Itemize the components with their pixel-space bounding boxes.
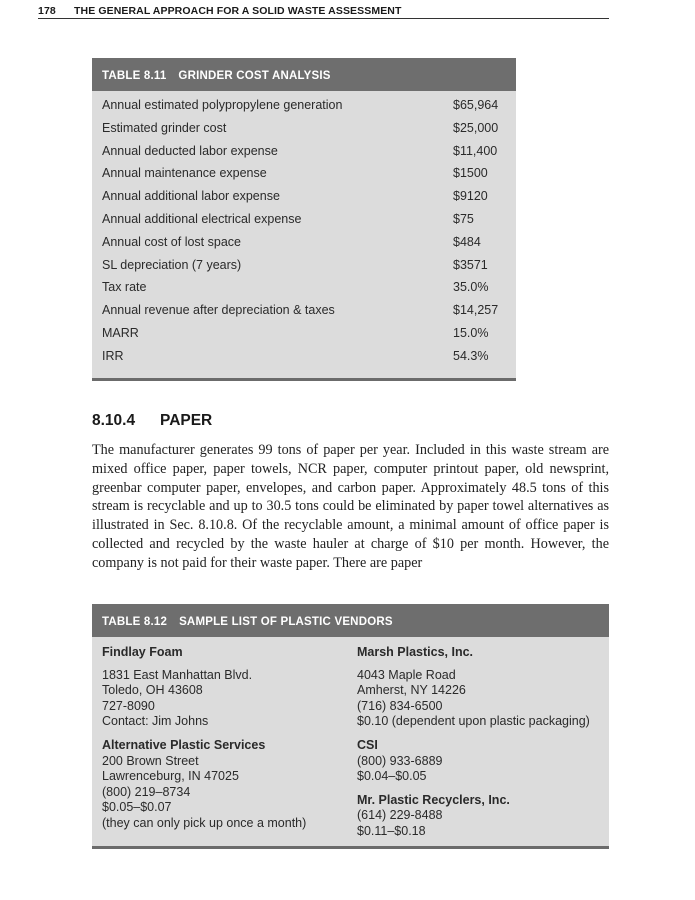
- table-row: [92, 232, 516, 255]
- table-row: [92, 186, 516, 209]
- row-label: SL depreciation (7 years): [102, 257, 242, 272]
- row-value: 35.0%: [453, 280, 489, 295]
- table-8-12-label: TABLE 8.12: [102, 616, 168, 628]
- vendor-entry: [357, 738, 607, 785]
- vendor-line: 727-8090: [102, 698, 155, 713]
- section-heading: [92, 412, 212, 430]
- vendor-line: 4043 Maple Road: [357, 667, 456, 682]
- paragraph-line: are mixed office paper, paper towels, NCR paper, computer printout paper, old: [92, 442, 610, 477]
- paragraph-line: newsprint, greenbar computer paper, envelopes, and carbon paper. Approximately: [92, 460, 609, 496]
- running-head-title: THE GENERAL APPROACH FOR A SOLID WASTE ASSESSMENT: [74, 5, 402, 17]
- row-value: $9120: [453, 189, 488, 204]
- vendor-line: Amherst, NY 14226: [357, 683, 466, 698]
- vendor-line: Contact: Jim Johns: [102, 714, 209, 729]
- row-value: $1500: [453, 166, 488, 181]
- vendor-name: Alternative Plastic Services: [102, 737, 266, 752]
- page-number: 178: [38, 5, 56, 17]
- table-row: [92, 323, 516, 346]
- vendor-line: (800) 219–8734: [102, 784, 191, 799]
- table-8-11: [92, 58, 516, 381]
- paragraph-line: 48.5 tons of this stream is recyclable and up to 30.5 tons could be eliminated by paper: [92, 479, 610, 515]
- row-value: $65,964: [453, 98, 499, 112]
- paragraph-line: The manufacturer generates 99 tons of paper per year. Included in this waste stream: [92, 442, 587, 458]
- vendor-name: CSI: [357, 737, 378, 752]
- table-8-12: [92, 604, 609, 849]
- row-label: Annual cost of lost space: [102, 234, 241, 249]
- paragraph-line: per month. However, the company is not paid for their waste paper. There are paper: [92, 535, 610, 571]
- vendor-line: (716) 834-6500: [357, 698, 443, 713]
- section-paragraph: [92, 441, 609, 573]
- table-row: [92, 300, 516, 323]
- paragraph-line: amount of office paper is collected and recycled by the waste hauler at charge of $10: [92, 517, 610, 552]
- table-8-12-title: SAMPLE LIST OF PLASTIC VENDORS: [179, 616, 393, 628]
- row-value: 15.0%: [453, 325, 489, 340]
- row-label: Estimated grinder cost: [102, 120, 227, 135]
- vendor-name: Mr. Plastic Recyclers, Inc.: [357, 792, 510, 807]
- vendor-line: $0.05–$0.07: [102, 800, 172, 815]
- vendor-line: Toledo, OH 43608: [102, 683, 203, 698]
- vendor-line: 200 Brown Street: [102, 753, 199, 768]
- table-row: [92, 95, 516, 118]
- section-number: 8.10.4: [92, 412, 136, 429]
- row-label: Annual additional labor expense: [102, 189, 280, 204]
- table-8-11-header: [92, 58, 516, 91]
- paragraph-line: towel alternatives as illustrated in Sec. 8.10.8. Of the recyclable amount, a minimal: [92, 498, 610, 534]
- vendor-line: 1831 East Manhattan Blvd.: [102, 667, 253, 682]
- table-8-11-label: TABLE 8.11: [102, 70, 167, 82]
- vendor-line: $0.04–$0.05: [357, 769, 427, 784]
- vendor-entry: [102, 738, 352, 832]
- table-8-12-header: [92, 604, 609, 637]
- vendor-line: (800) 933-6889: [357, 753, 443, 768]
- vendor-line: Lawrenceburg, IN 47025: [102, 769, 239, 784]
- row-value: 54.3%: [453, 348, 489, 363]
- running-head: [38, 5, 609, 19]
- vendor-name: Marsh Plastics, Inc.: [357, 645, 474, 659]
- vendor-entry: [102, 668, 352, 730]
- row-label: Annual revenue after depreciation & taxes: [102, 303, 335, 318]
- row-value: $11,400: [453, 143, 498, 158]
- row-value: $75: [453, 211, 474, 226]
- row-value: $3571: [453, 257, 488, 272]
- table-row: [92, 118, 516, 141]
- row-value: $25,000: [453, 120, 499, 135]
- table-row: [92, 209, 516, 232]
- vendor-column-left: [102, 637, 352, 840]
- row-label: IRR: [102, 348, 124, 363]
- vendor-line: $0.11–$0.18: [357, 823, 426, 838]
- table-row: [92, 346, 516, 369]
- row-label: Annual additional electrical expense: [102, 211, 302, 226]
- vendor-line: (they can only pick up once a month): [102, 815, 307, 830]
- table-row: [92, 255, 516, 278]
- row-label: Annual deducted labor expense: [102, 143, 278, 158]
- row-label: Annual maintenance expense: [102, 166, 267, 181]
- row-label: Annual estimated polypropylene generation: [102, 98, 343, 112]
- vendor-entry: [357, 668, 607, 730]
- row-value: $14,257: [453, 303, 499, 318]
- row-label: Tax rate: [102, 280, 147, 295]
- table-8-11-title: GRINDER COST ANALYSIS: [178, 70, 331, 82]
- vendor-column-right: [357, 637, 607, 848]
- table-row: [92, 163, 516, 186]
- vendor-entry: [357, 793, 607, 840]
- table-row: [92, 141, 516, 164]
- section-title: PAPER: [160, 412, 213, 429]
- row-label: MARR: [102, 325, 139, 340]
- vendor-name: Findlay Foam: [102, 645, 183, 659]
- table-row: [92, 277, 516, 300]
- vendor-line: (614) 229-8488: [357, 808, 443, 823]
- vendor-line: $0.10 (dependent upon plastic packaging): [357, 714, 590, 729]
- row-value: $484: [453, 234, 481, 249]
